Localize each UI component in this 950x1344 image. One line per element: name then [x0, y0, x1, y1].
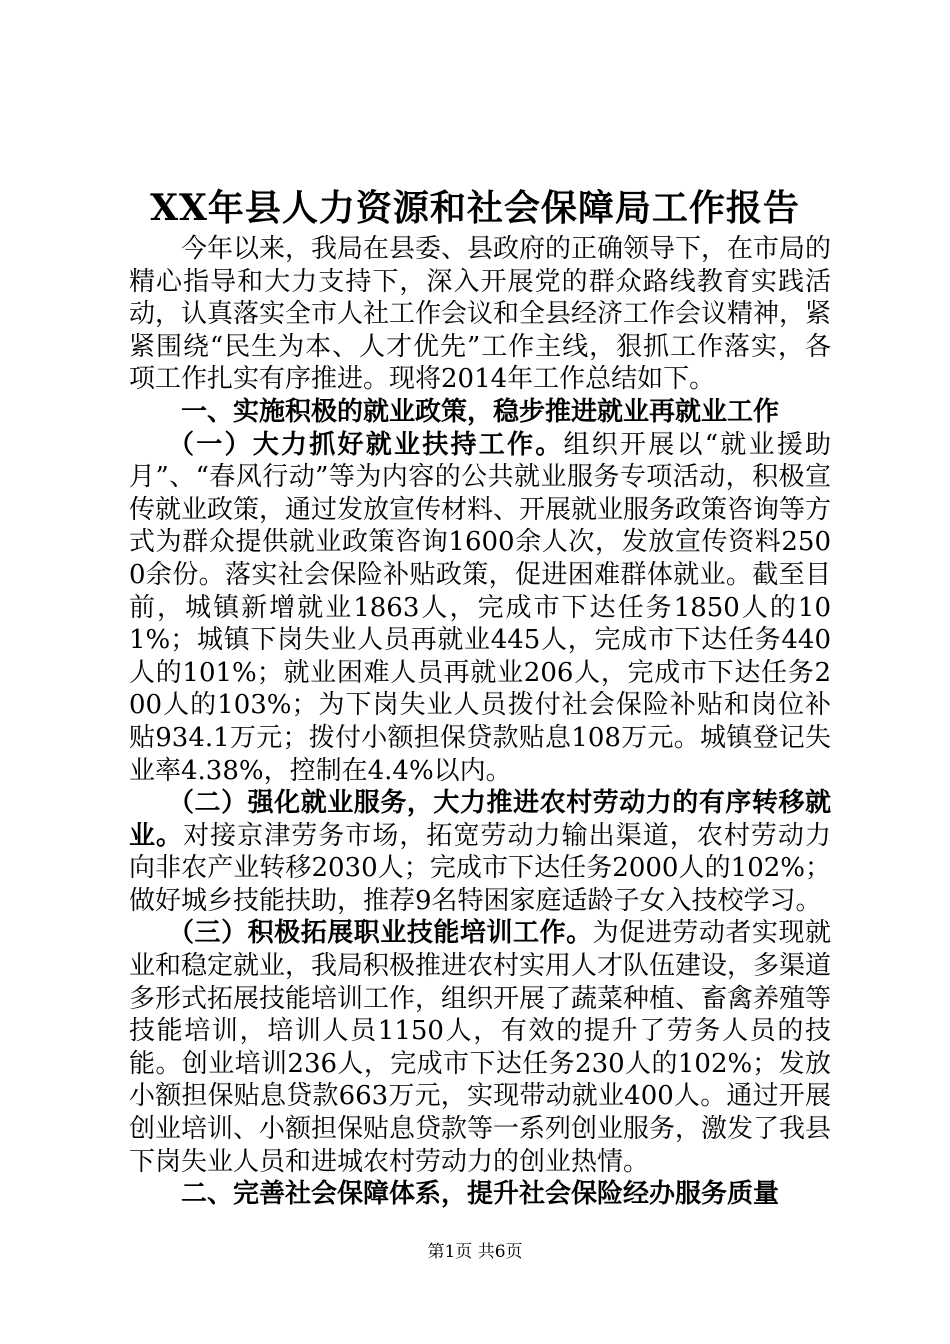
subsection-paragraph-1 — [129, 429, 831, 788]
subsection-paragraph-2 — [129, 787, 831, 917]
intro-paragraph: 今年以来，我局在县委、县政府的正确领导下，在市局的精心指导和大力支持下，深入开展党的群众路线教育实践活动，认真落实全市人社工作会议和全县经济工作会议精神，紧紧围绕“民生为本、人才优先”工作主线，狠抓工作落实，各项工作扎实有序推进。现将2014年工作总结如下。 — [129, 234, 832, 395]
page-number-footer: 第1页 共6页 — [427, 1242, 523, 1262]
subsection-lead-1: （一）大力抓好就业扶持工作。 — [168, 429, 564, 460]
subsection-text-1: 组织开展以“就业援助月”、“春风行动”等为内容的公共就业服务专项活动，积极宣传就业政策，通过发放宣传材料、开展就业服务政策咨询等方式为群众提供就业政策咨询1600余人次，发放宣传资料2500余份。落实社会保险补贴政策，促进困难群体就业。截至目前，城镇新增就业1863人，完成市下达任务1850人的101%；城镇下岗失业人员再就业445人，完成市下达任务440人的101%；就业困难人员再就业206人，完成市下达任务200人的103%；为下岗失业人员拨付社会保险补贴和岗位补贴934.1万元；拨付小额担保贷款贴息108万元。城镇登记失业率4.38%，控制在4.4%以内。 — [129, 429, 832, 786]
document-title: XX年县人力资源和社会保障局工作报告 — [150, 187, 800, 229]
subsection-lead-3: （三）积极拓展职业技能培训工作。 — [168, 918, 593, 949]
document-body — [129, 233, 831, 1211]
subsection-lead-2: （二）强化就业服务，大力推进农村劳动力的有序转移就业。 — [129, 788, 831, 851]
section-heading-1: 一、实施积极的就业政策，稳步推进就业再就业工作 — [181, 396, 780, 427]
subsection-text-3: 为促进劳动者实现就业和稳定就业，我局积极推进农村实用人才队伍建设，多渠道多形式拓展技能培训工作，组织开展了蔬菜种植、畜禽养殖等技能培训，培训人员1150人，有效的提升了劳务人员的技能。创业培训236人，完成市下达任务230人的102%；发放小额担保贴息贷款663万元，实现带动就业400人。通过开展创业培训、小额担保贴息贷款等一系列创业服务，激发了我县下岗失业人员和进城农村劳动力的创业热情。 — [129, 918, 832, 1177]
section-heading-2: 二、完善社会保障体系，提升社会保险经办服务质量 — [181, 1179, 780, 1210]
subsection-paragraph-3 — [129, 917, 831, 1178]
subsection-text-2: 对接京津劳务市场，拓宽劳动力输出渠道，农村劳动力向非农产业转移2030人；完成市下达任务2000人的102%；做好城乡技能扶助，推荐9名特困家庭适龄子女入技校学习。 — [129, 820, 831, 916]
